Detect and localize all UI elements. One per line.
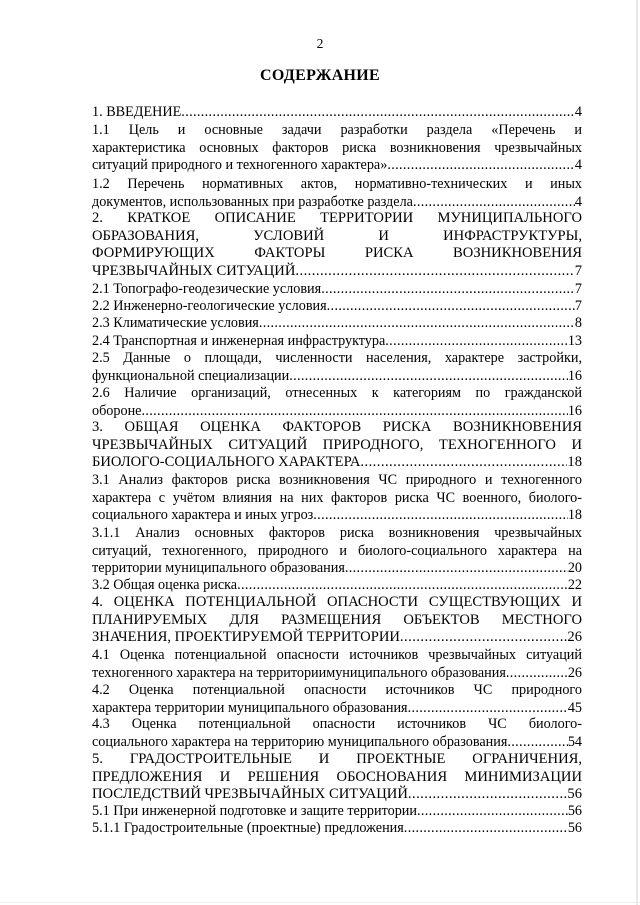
dot-leader [404,820,568,838]
toc-page-number: 20 [567,560,582,577]
toc-entry-last-line [92,315,582,333]
toc-entry-text: ПЛАНИРУЕМЫХ ДЛЯ РАЗМЕЩЕНИЯ ОБЪЕКТОВ МЕСТНОГО [92,611,582,628]
dot-leader [408,786,568,804]
toc-entry-text: 4. ОЦЕНКА ПОТЕНЦИАЛЬНОЙ ОПАСНОСТИ СУЩЕСТВУЮЩИХ И [92,594,582,610]
document-title: СОДЕРЖАНИЕ [259,67,381,84]
toc-entry-text: ПРЕДЛОЖЕНИЯ И РЕШЕНИЯ ОБОСНОВАНИЯ МИНИМИЗАЦИИ [92,768,582,785]
toc-page-number: 56 [567,803,582,819]
dot-leader [506,665,568,683]
toc-entry-last-line [92,333,582,351]
toc-entry-text: ПОСЛЕДСТВИЙ ЧРЕЗВЫЧАЙНЫХ СИТУАЦИЙ [92,786,408,803]
toc-entry-last-line [92,403,582,421]
toc-entry [92,210,582,280]
dot-leader [259,315,575,333]
toc-entry-text: 3.1.1 Анализ основных факторов риска возникновения чрезвычайных [92,525,582,541]
toc-entry-last-line [92,368,582,386]
toc-entry [92,419,582,472]
toc-entry-text: 2.4 Транспортная и инженерная инфраструктура [92,333,386,349]
toc-entry-text: социального характера на территорию муниципального образования [92,733,508,750]
toc-entry-last-line [92,786,582,804]
toc-entry [92,315,582,333]
toc-page-number: 16 [567,367,582,384]
dot-leader [345,560,568,578]
dot-leader [413,194,575,212]
toc-entry-last-line [92,281,582,299]
toc-entry-text: БИОЛОГО-СОЦИАЛЬНОГО ХАРАКТЕРА [92,454,361,471]
toc-entry-last-line [92,577,582,595]
toc-page-number: 56 [567,786,582,803]
scan-edge-bottom [0,902,640,903]
toc-entry-text: ситуаций природного и техногенного характера» [92,157,388,174]
toc-entry-text: социального характера и иных угроз [92,507,314,524]
toc-entry-text: ЧРЕЗВЫЧАЙНЫХ СИТУАЦИЙ ПРИРОДНОГО, ТЕХНОГЕННОГО И [92,436,582,453]
toc-entry-text: ОБРАЗОВАНИЯ, УСЛОВИЙ И ИНФРАСТРУКТУРЫ, [92,227,582,244]
dot-leader [237,577,568,595]
toc-entry [92,333,582,351]
toc-entry-text: 5. ГРАДОСТРОИТЕЛЬНЫЕ И ПРОЕКТНЫЕ ОГРАНИЧЕНИЯ, [92,751,582,767]
toc-entry-text: 2.3 Климатические условия [92,315,259,331]
toc-entry [92,803,582,821]
toc-entry-last-line [92,298,582,316]
toc-entry-text: 3. ОБЩАЯ ОЦЕНКА ФАКТОРОВ РИСКА ВОЗНИКНОВЕНИЯ [92,419,582,435]
toc-entry [92,577,582,595]
dot-leader [289,368,568,386]
toc-entry-text: документов, использованных при разработке раздела [92,193,413,210]
toc-page-number: 18 [567,454,582,471]
dot-leader [408,700,568,718]
toc-page-number: 26 [567,629,582,646]
dot-leader [400,629,567,647]
toc-entry-text: 4.3 Оценка потенциальной опасности источников ЧС биолого- [92,716,582,732]
toc-entry-last-line [92,665,582,683]
toc-entry [92,472,582,525]
toc-entry-text: 1. ВВЕДЕНИЕ [92,104,182,120]
toc-page-number: 45 [567,699,582,716]
toc-entry-text: 1.1 Цель и основные задачи разработки раздела «Перечень и [92,122,582,138]
toc-entry-text: техногенного характера на территориимуниципального образования [92,664,506,681]
toc-entry-text: ФОРМИРУЮЩИХ ФАКТОРЫ РИСКА ВОЗНИКНОВЕНИЯ [92,245,582,262]
toc-entry-text: 2.5 Данные о площади, численности населения, характере застройки, [92,350,582,366]
toc-entry-text: территории муниципального образования [92,560,345,577]
dot-leader [181,104,575,122]
scan-edge-right [636,0,638,905]
toc-entry-last-line [92,560,582,578]
dot-leader [387,157,575,175]
toc-entry [92,176,582,211]
toc-entry [92,104,582,122]
toc-entry [92,525,582,578]
toc-page-number: 7 [574,262,582,279]
toc-entry [92,716,582,751]
dot-leader [313,507,568,525]
toc-entry-last-line [92,700,582,718]
dot-leader [327,298,575,316]
toc-entry-text: 2. КРАТКОЕ ОПИСАНИЕ ТЕРРИТОРИИ МУНИЦИПАЛЬНОГО [92,210,582,226]
toc-entry-last-line [92,734,582,752]
dot-leader [385,333,568,351]
toc-entry [92,751,582,804]
dot-leader [360,454,567,472]
toc-entry-text: ЧРЕЗВЫЧАЙНЫХ СИТУАЦИЙ [92,262,296,279]
toc-page-number: 4 [574,193,582,210]
toc-page-number: 13 [567,333,582,349]
page-number: 2 [316,36,324,51]
toc-entry-last-line [92,454,582,472]
toc-entry [92,820,582,838]
toc-entry-text: 1.2 Перечень нормативных актов, нормативно-технических и иных [92,176,582,192]
toc-entry-text: характера территории муниципального образования [92,699,408,716]
toc-entry-last-line [92,104,582,122]
toc-entry-last-line [92,803,582,821]
toc-entry [92,682,582,717]
toc-entry [92,594,582,647]
toc-entry-text: 5.1 При инженерной подготовке и защите территории [92,803,417,819]
toc-entry-last-line [92,194,582,212]
toc-entry [92,350,582,385]
dot-leader [141,403,567,421]
toc-entry-last-line [92,820,582,838]
toc-page-number: 8 [574,315,582,331]
dot-leader [507,734,567,752]
toc-entry-text: ЗНАЧЕНИЯ, ПРОЕКТИРУЕМОЙ ТЕРРИТОРИИ [92,629,400,646]
toc-entry [92,298,582,316]
toc-entry-text: 4.2 Оценка потенциальной опасности источников ЧС природного [92,682,582,698]
toc-page-number: 16 [567,402,582,419]
toc-entry-last-line [92,507,582,525]
toc-entry-text: характеристика основных факторов риска возникновения чрезвычайных [92,139,582,156]
dot-leader [417,803,568,821]
toc-entry-last-line [92,629,582,647]
toc-entry-text: ситуаций, техногенного, природного и биолого-социального характера на [92,542,582,559]
toc-page-number: 26 [567,664,582,681]
toc-page-number: 7 [574,298,582,314]
toc-entry-text: 5.1.1 Градостроительные (проектные) предложения [92,820,404,836]
toc-entry-text: 2.2 Инженерно-геологические условия [92,298,327,314]
toc-page-number: 4 [574,104,582,120]
toc-entry-text: функциональной специализации [92,367,290,384]
dot-leader [321,281,575,299]
toc-entry-text: характера с учётом влияния на них факторов риска ЧС военного, биолого- [92,489,582,506]
toc-entry-text: 2.6 Наличие организаций, отнесенных к категориям по гражданской [92,385,582,401]
toc-entry [92,647,582,682]
toc-page-number: 54 [567,733,582,750]
toc-entry-text: 3.1 Анализ факторов риска возникновения ЧС природного и техногенного [92,472,582,488]
toc-entry-text: 3.2 Общая оценка риска [92,577,238,593]
toc-entry-text: 4.1 Оценка потенциальной опасности источников чрезвычайных ситуаций [92,647,582,663]
toc-entry [92,385,582,420]
toc-entry [92,122,582,175]
toc-entry-text: обороне [92,402,142,419]
toc-page-number: 22 [567,577,582,593]
toc-page-number: 56 [567,820,582,836]
toc-entry-last-line [92,157,582,175]
toc-entry-text: 2.1 Топографо-геодезические условия [92,281,322,297]
toc-page-number: 7 [574,281,582,297]
toc-entry-last-line [92,263,582,281]
toc-page-number: 18 [567,507,582,524]
toc-entry [92,281,582,299]
dot-leader [295,263,574,281]
toc-page-number: 4 [574,157,582,174]
